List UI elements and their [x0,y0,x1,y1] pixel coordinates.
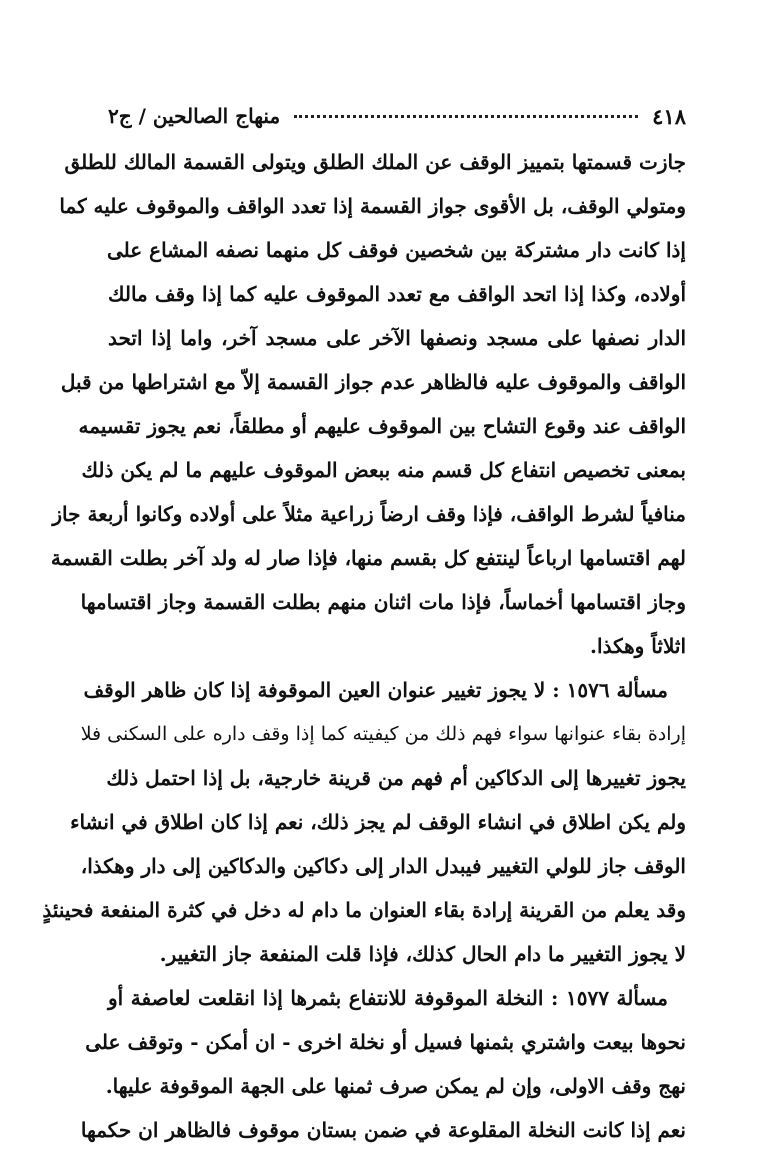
text-line: بمعنى تخصيص انتفاع كل قسم منه ببعض الموقوف عليهم ما لم يكن ذلك [81,458,686,482]
text-line: إذا كانت دار مشتركة بين شخصين فوقف كل منهما نصفه المشاع على [106,238,686,262]
text-line: يجوز تغييرها إلى الدكاكين أم فهم من قرينة خارجية، بل إذا احتمل ذلك [106,766,686,790]
text-line: إرادة بقاء عنوانها سواء فهم ذلك من كيفيته كما إذا وقف داره على السكنى فلا [80,723,686,745]
text-line: جازت قسمتها بتمييز الوقف عن الملك الطلق ويتولى القسمة المالك للطلق [64,150,686,174]
text-line: وجاز اقتسامها أخماساً، فإذا مات اثنان منهم بطلت القسمة وجاز اقتسامها [80,590,686,614]
text-line: ولم يكن اطلاق في انشاء الوقف لم يجز ذلك، نعم إذا كان اطلاق في انشاء [70,810,686,834]
text-line: ومتولي الوقف، بل الأقوى جواز القسمة إذا تعدد الواقف والموقوف عليه كما [59,194,686,218]
body-text [42,140,686,1152]
issue-1576-heading-line: مسألة ١٥٧٦ : لا يجوز تغيير عنوان العين الموقوفة إذا كان ظاهر الوقف [83,678,668,702]
text-line: نحوها بيعت واشتري بثمنها فسيل أو نخلة اخرى - ان أمكن - وتوقف على [85,1030,686,1054]
page-number: ٤١٨ [652,103,686,129]
book-title: منهاج الصالحين / ج٢ [108,104,281,128]
text-line: الدار نصفها على مسجد ونصفها الآخر على مسجد آخر، واما إذا اتحد [108,326,686,350]
text-line: لهم اقتسامها ارباعاً لينتفع كل بقسم منها، فإذا صار له ولد آخر بطلت القسمة [50,546,686,570]
issue-1577-heading-line: مسألة ١٥٧٧ : النخلة الموقوفة للانتفاع بثمرها إذا انقلعت لعاصفة أو [108,986,668,1010]
text-line: لا يجوز التغيير ما دام الحال كذلك، فإذا قلت المنفعة جاز التغيير. [159,942,686,966]
header-dot-leader [294,115,638,118]
text-line: نهج وقف الاولى، وإن لم يمكن صرف ثمنها على الجهة الموقوفة عليها. [105,1074,686,1098]
text-line: اثلاثاً وهكذا. [590,634,686,658]
text-line: الواقف عند وقوع التشاح بين الموقوف عليهم أو مطلقاً، نعم يجوز تقسيمه [78,414,686,438]
text-line: الواقف والموقوف عليه فالظاهر عدم جواز القسمة إلاّ مع اشتراطها من قبل [60,370,686,394]
text-line: منافياً لشرط الواقف، فإذا وقف ارضاً زراعية مثلاً على أولاده وكانوا أربعة جاز [52,502,686,526]
running-header [108,96,686,136]
text-line: أولاده، وكذا إذا اتحد الواقف مع تعدد الموقوف عليه كما إذا وقف مالك [108,282,686,306]
text-line: وقد يعلم من القرينة إرادة بقاء العنوان ما دام له دخل في كثرة المنفعة فحينئذٍ [42,898,686,922]
text-line: نعم إذا كانت النخلة المقلوعة في ضمن بستان موقوف فالظاهر ان حكمها [80,1118,686,1142]
text-line: الوقف جاز للولي التغيير فيبدل الدار إلى دكاكين والدكاكين إلى دار وهكذا، [80,854,686,878]
